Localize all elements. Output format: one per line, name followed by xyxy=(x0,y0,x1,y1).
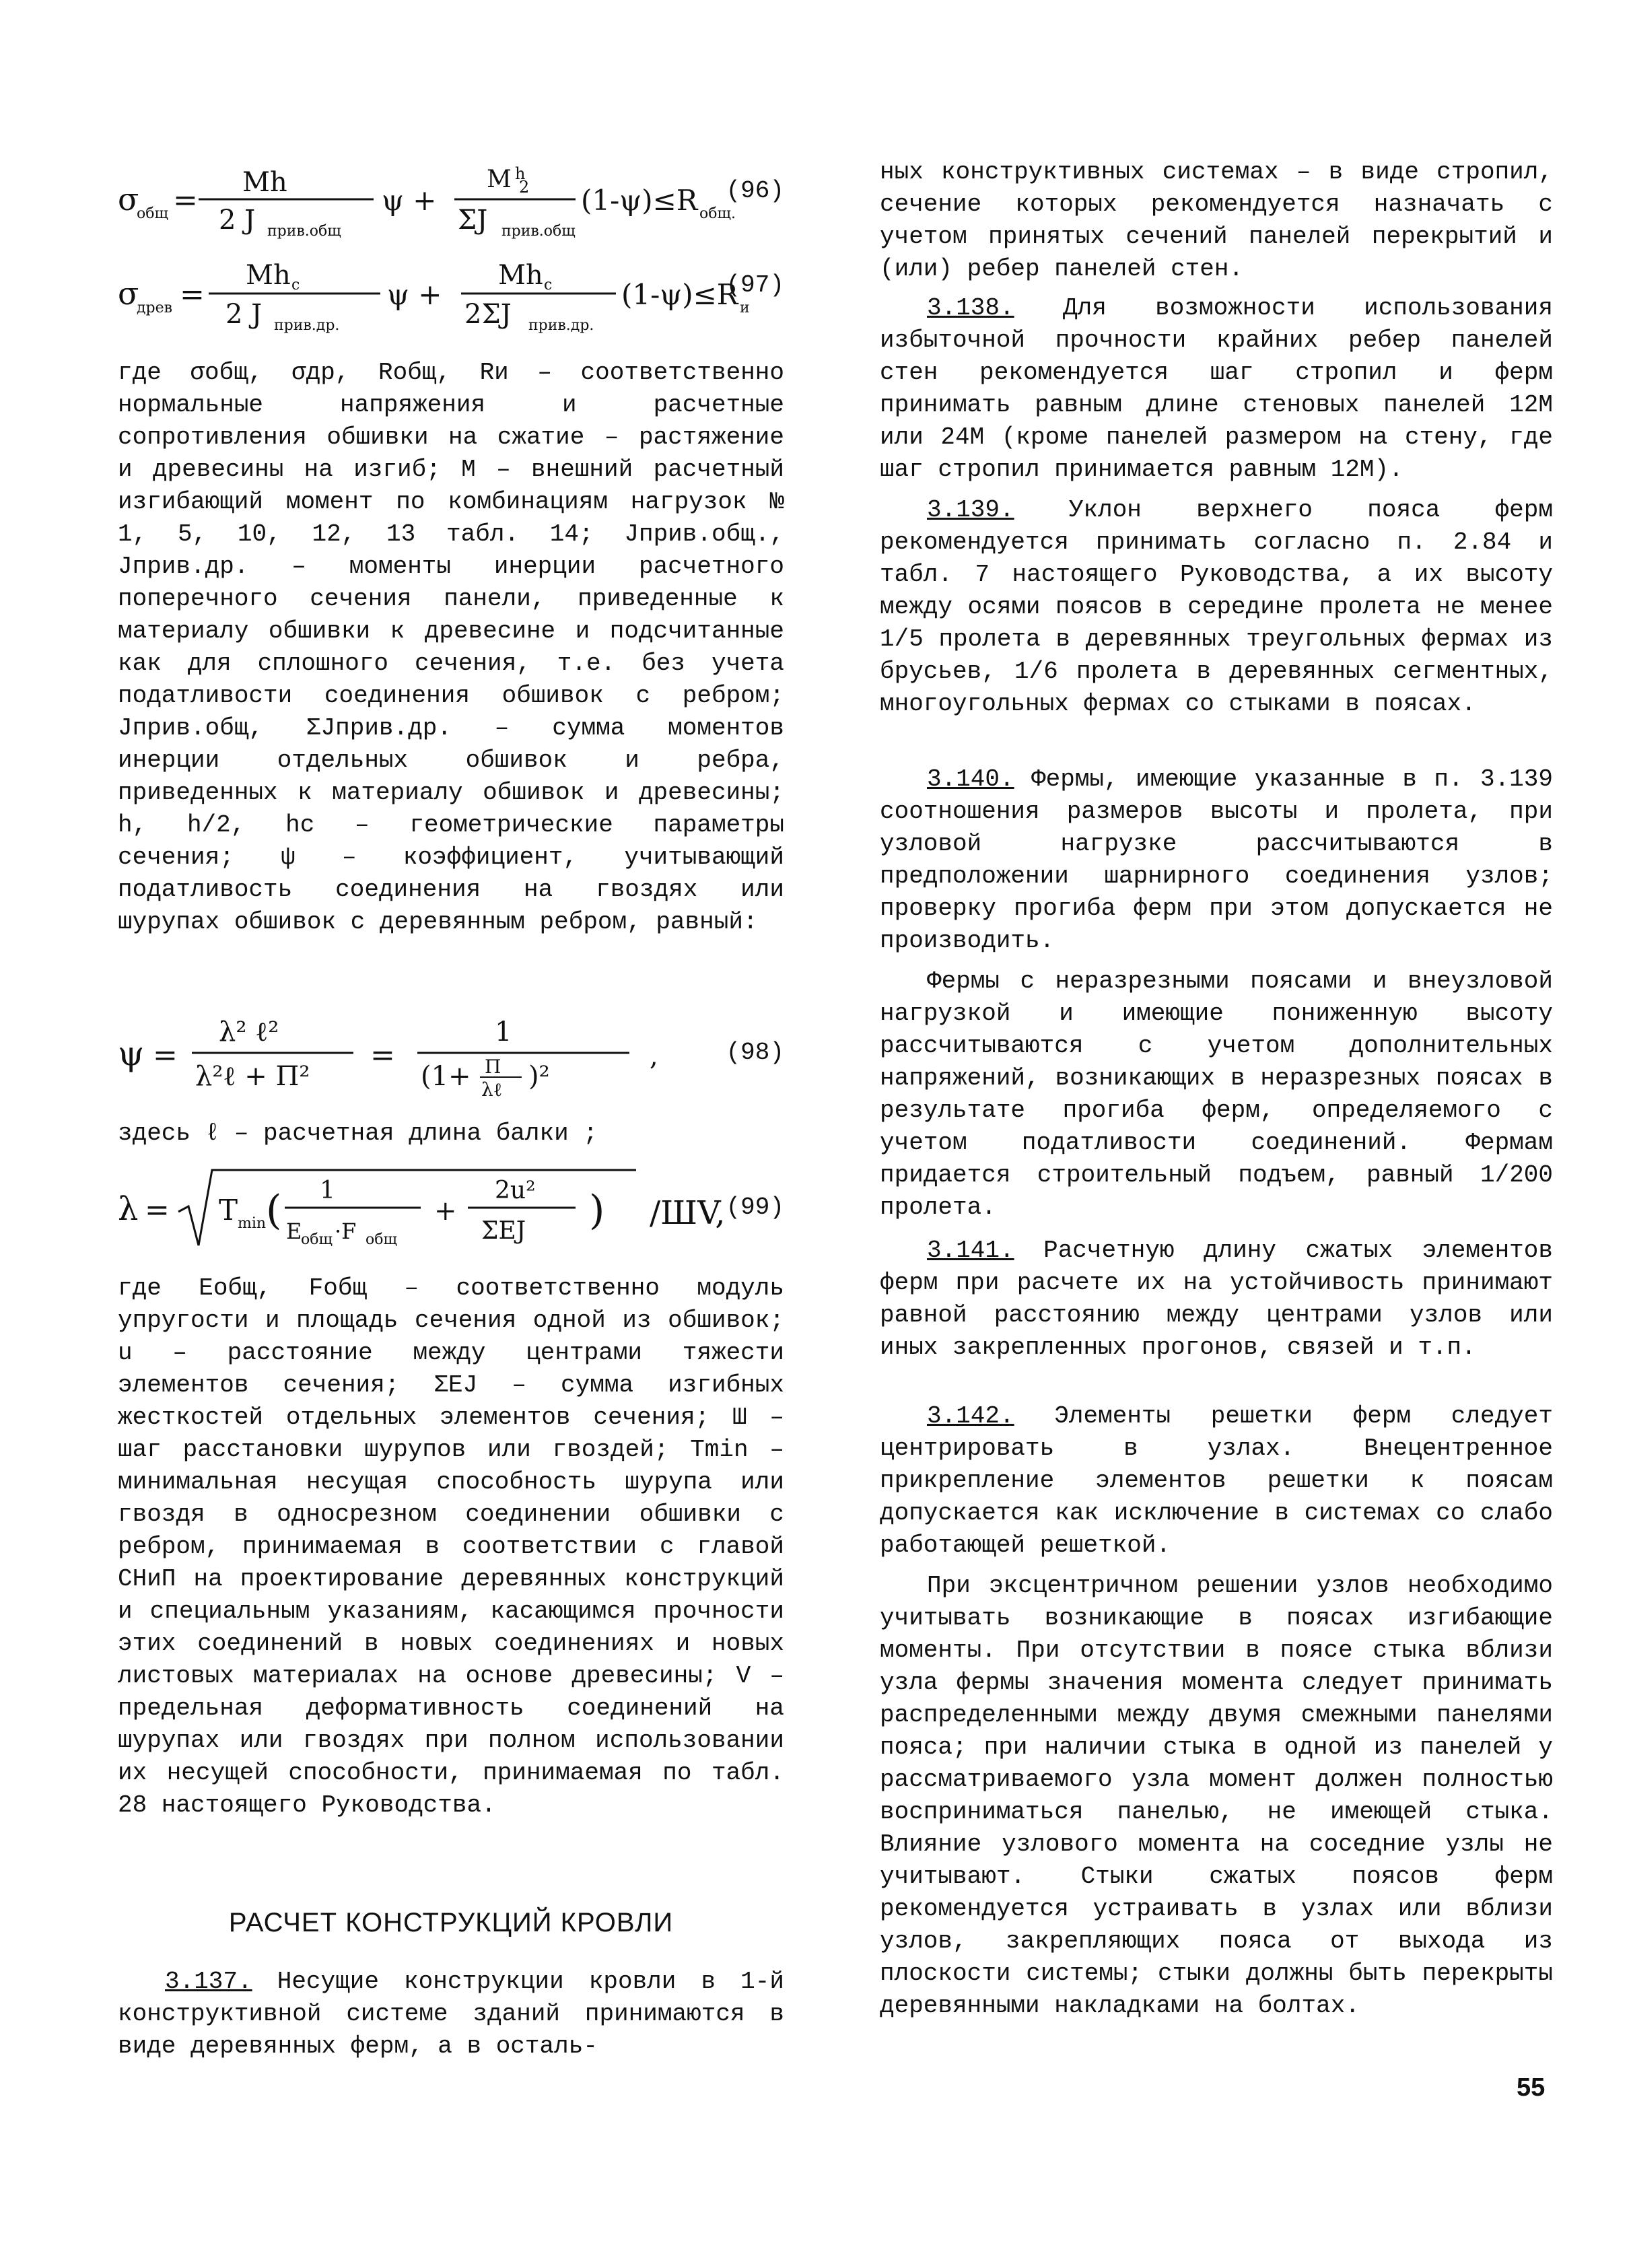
svg-text:c: c xyxy=(544,277,553,294)
svg-text:Π: Π xyxy=(485,1056,501,1078)
formula-97-graphic xyxy=(118,256,784,334)
svg-text:2: 2 xyxy=(519,178,530,197)
svg-text:Mh: Mh xyxy=(242,167,287,198)
left-paragraph-3 xyxy=(118,1272,784,1822)
svg-text:Mh: Mh xyxy=(246,260,291,291)
svg-text:T: T xyxy=(219,1194,238,1227)
paragraph-3-142-b xyxy=(880,1570,1553,2022)
svg-text:ΣEJ: ΣEJ xyxy=(481,1217,526,1245)
svg-text:,: , xyxy=(650,1041,658,1072)
beam-length-text: здесь ℓ – расчетная длина балки ; xyxy=(118,1120,598,1147)
paragraph-number-3-141: 3.141. xyxy=(927,1237,1014,1264)
svg-text:ΣJ: ΣJ xyxy=(458,205,488,236)
formula-99 xyxy=(118,1165,784,1252)
svg-text:1: 1 xyxy=(320,1177,335,1204)
paragraph-3-137-text: Несущие конструкции кровли в 1-й конструктивной системе зданий принимаются в виде деревянных ферм, а в осталь- xyxy=(118,1968,784,2060)
formula-96-graphic xyxy=(118,162,784,240)
svg-text:общ: общ xyxy=(366,1231,397,1248)
formula-98-number: (98) xyxy=(726,1039,784,1066)
svg-text:): ) xyxy=(589,1187,605,1234)
svg-text:(1-ψ)≤R: (1-ψ)≤R xyxy=(581,184,698,217)
svg-text:=: = xyxy=(153,1038,178,1072)
svg-text:ψ +: ψ + xyxy=(382,184,437,217)
svg-text:прив.др.: прив.др. xyxy=(528,317,594,334)
paragraph-3-139-text: Уклон верхнего пояса ферм рекомендуется принимать согласно п. 2.84 и табл. 7 настоящего Руководства, а их высоту между осями поясов в середине пролета не менее 1/5 пролета в деревянных треугольных фермах из брусьев, 1/6 пролета в деревянных сегментных, многоугольных фермах со стыками в поясах. xyxy=(880,496,1553,718)
svg-text:)²: )² xyxy=(528,1061,550,1092)
svg-text:(1-ψ)≤R: (1-ψ)≤R xyxy=(621,278,738,311)
svg-text:ψ: ψ xyxy=(118,1034,145,1073)
formula-96-number: (96) xyxy=(726,177,784,205)
svg-text:2 J: 2 J xyxy=(225,299,263,330)
variables-definition-text: где σобщ, σдр, Rобщ, Rи – соответственно нормальные напряжения и расчетные сопротивления обшивки на сжатие – растяжение и древесины на изгиб; M – внешний расчетный изгибающий момент по комбинациям нагрузок № 1, 5, 10, 12, 13 табл. 14; Jприв.общ., Jприв.др. – моменты инерции расчетного поперечного сечения панели, приведенные к материалу обшивки к древесине и подсчитанные как для сплошного сечения, т.е. без учета податливости соединения обшивок с ребром; Jприв.общ, ΣJприв.др. – сумма моментов инерции отдельных обшивок и ребра, приведенных к материалу обшивок и древесины; h, h/2, hc – геометрические параметры сечения; ψ – коэффициент, учитывающий податливость соединения на гвоздях или шурупах обшивок с деревянным ребром, равный: xyxy=(118,359,784,936)
svg-text:+: + xyxy=(434,1196,457,1227)
formula-97 xyxy=(118,256,784,334)
svg-text:и: и xyxy=(740,300,750,316)
paragraph-3-140-b xyxy=(880,965,1553,1224)
svg-text:/ШV,: /ШV, xyxy=(650,1194,726,1232)
svg-text:древ: древ xyxy=(137,300,173,316)
paragraph-number-3-142: 3.142. xyxy=(927,1402,1014,1430)
svg-text:(1+: (1+ xyxy=(421,1061,471,1092)
paragraph-3-142 xyxy=(880,1400,1553,1562)
svg-text:h: h xyxy=(515,164,526,183)
paragraph-continuation-text: ных конструктивных системах – в виде стропил, сечение которых рекомендуется назначать с учетом принятых сечений панелей перекрытий и (или) ребер панелей стен. xyxy=(880,158,1553,283)
svg-text:=: = xyxy=(180,277,205,312)
formula-98 xyxy=(118,1010,784,1101)
svg-text:=: = xyxy=(173,183,198,217)
left-paragraph-2 xyxy=(118,1118,784,1150)
svg-text:λ: λ xyxy=(118,1190,139,1228)
svg-text:=: = xyxy=(370,1038,395,1072)
svg-text:прив.общ: прив.общ xyxy=(501,223,576,240)
formula-96 xyxy=(118,162,784,240)
paragraph-3-137 xyxy=(118,1966,784,2063)
paragraph-3-142-b-text: При эксцентричном решении узлов необходимо учитывать возникающие в поясах изгибающие моменты. При отсутствии в поясе стыка вблизи узла фермы значения момента следует принимать распределенными между двумя смежными панелями пояса; при наличии стыка в одной из панелей у рассматриваемого узла момент должен полностью восприниматься панелью, не имеющей стыка. Влияние узлового момента на соседние узлы не учитывают. Стыки сжатых поясов ферм рекомендуется устраивать в узлах или вблизи узлов, закрепляющих пояса от выхода из плоскости системы; стыки должны быть перекрыты деревянными накладками на болтах. xyxy=(880,1572,1553,2020)
svg-text:Mh: Mh xyxy=(498,260,543,291)
svg-text:c: c xyxy=(291,277,300,294)
paragraph-number-3-139: 3.139. xyxy=(927,496,1014,524)
right-paragraph-0 xyxy=(880,156,1553,285)
left-paragraph-1 xyxy=(118,357,784,938)
svg-text:общ: общ xyxy=(137,205,168,222)
paragraph-3-140 xyxy=(880,763,1553,957)
svg-text:M: M xyxy=(487,166,512,193)
paragraph-3-141 xyxy=(880,1235,1553,1364)
svg-text:λ² ℓ²: λ² ℓ² xyxy=(219,1017,279,1047)
formula-97-number: (97) xyxy=(726,271,784,299)
paragraph-number-3-137: 3.137. xyxy=(165,1968,252,1995)
svg-text:min: min xyxy=(238,1215,267,1232)
svg-text:λℓ: λℓ xyxy=(481,1078,503,1101)
variables-definition-text-2: где Eобщ, Fобщ – соответственно модуль упругости и площадь сечения одной из обшивок; u – расстояние между центрами тяжести элементов сечения; ΣEJ – сумма изгибных жесткостей отдельных элементов сечения; Ш – шаг расстановки шурупов или гвоздей; Tmin – минимальная несущая способность шурупа или гвоздя в односрезном соединении обшивки с ребром, принимаемая в соответствии с главой СНиП на проектирование деревянных конструкций и специальным указаниям, касающимся прочности этих соединений в новых соединениях и новых листовых материалах на основе древесины; V – предельная деформативность соединений на шурупах или гвоздях при полном использовании их несущей способности, принимаемая по табл. 28 настоящего Руководства. xyxy=(118,1274,784,1819)
svg-text:2 J: 2 J xyxy=(219,205,256,236)
svg-text:прив.общ: прив.общ xyxy=(267,223,341,240)
paragraph-3-138 xyxy=(880,292,1553,486)
paragraph-3-139 xyxy=(880,494,1553,720)
svg-text:2ΣJ: 2ΣJ xyxy=(464,299,512,330)
page-number: 55 xyxy=(1517,2073,1546,2102)
paragraph-number-3-140: 3.140. xyxy=(927,765,1014,793)
svg-text:σ: σ xyxy=(118,181,139,217)
svg-text:ψ +: ψ + xyxy=(387,278,442,311)
paragraph-3-140-text: Фермы, имеющие указанные в п. 3.139 соотношения размеров высоты и пролета, при узловой нагрузке рассчитываются в предположении шарнирного соединения узлов; проверку прогиба ферм при этом допускается не производить. xyxy=(880,765,1553,955)
svg-text:общ.: общ. xyxy=(699,205,736,222)
paragraph-number-3-138: 3.138. xyxy=(927,294,1014,322)
svg-text:прив.др.: прив.др. xyxy=(274,317,340,334)
paragraph-3-142-text: Элементы решетки ферм следует центрировать в узлах. Внецентренное прикрепление элементов решетки к поясам допускается как исключение в системах со слабо работающей решеткой. xyxy=(880,1402,1553,1559)
formula-99-graphic xyxy=(118,1165,784,1252)
svg-text:·F: ·F xyxy=(335,1218,357,1244)
formula-99-number: (99) xyxy=(726,1194,784,1221)
svg-text:E: E xyxy=(286,1218,302,1244)
paragraph-3-141-text: Расчетную длину сжатых элементов ферм при расчете их на устойчивость принимают равной расстоянию между центрами узлов или иных закрепленных прогонов, связей и т.п. xyxy=(880,1237,1553,1361)
svg-text:λ²ℓ + Π²: λ²ℓ + Π² xyxy=(195,1061,310,1092)
svg-text:2u²: 2u² xyxy=(495,1177,536,1204)
paragraph-3-138-text: Для возможности использования избыточной прочности крайних ребер панелей стен рекомендуется шаг стропил и ферм принимать равным длине стеновых панелей 12М или 24М (кроме панелей размером на стену, где шаг стропил принимается равным 12М). xyxy=(880,294,1553,483)
svg-text:(: ( xyxy=(266,1187,282,1234)
section-title: РАСЧЕТ КОНСТРУКЦИЙ КРОВЛИ xyxy=(228,1908,674,1937)
formula-98-graphic xyxy=(118,1010,784,1101)
svg-text:общ: общ xyxy=(301,1231,333,1248)
svg-text:1: 1 xyxy=(495,1017,512,1047)
paragraph-3-140-b-text: Фермы с неразрезными поясами и внеузловой нагрузкой и имеющие пониженную высоту рассчитываются с учетом дополнительных напряжений, возникающих в неразрезных поясах в результате прогиба ферм, определяемого с учетом податливости соединений. Фермам придается строительный подъем, равный 1/200 пролета. xyxy=(880,967,1553,1221)
svg-text:=: = xyxy=(145,1193,170,1227)
svg-text:σ: σ xyxy=(118,275,139,312)
